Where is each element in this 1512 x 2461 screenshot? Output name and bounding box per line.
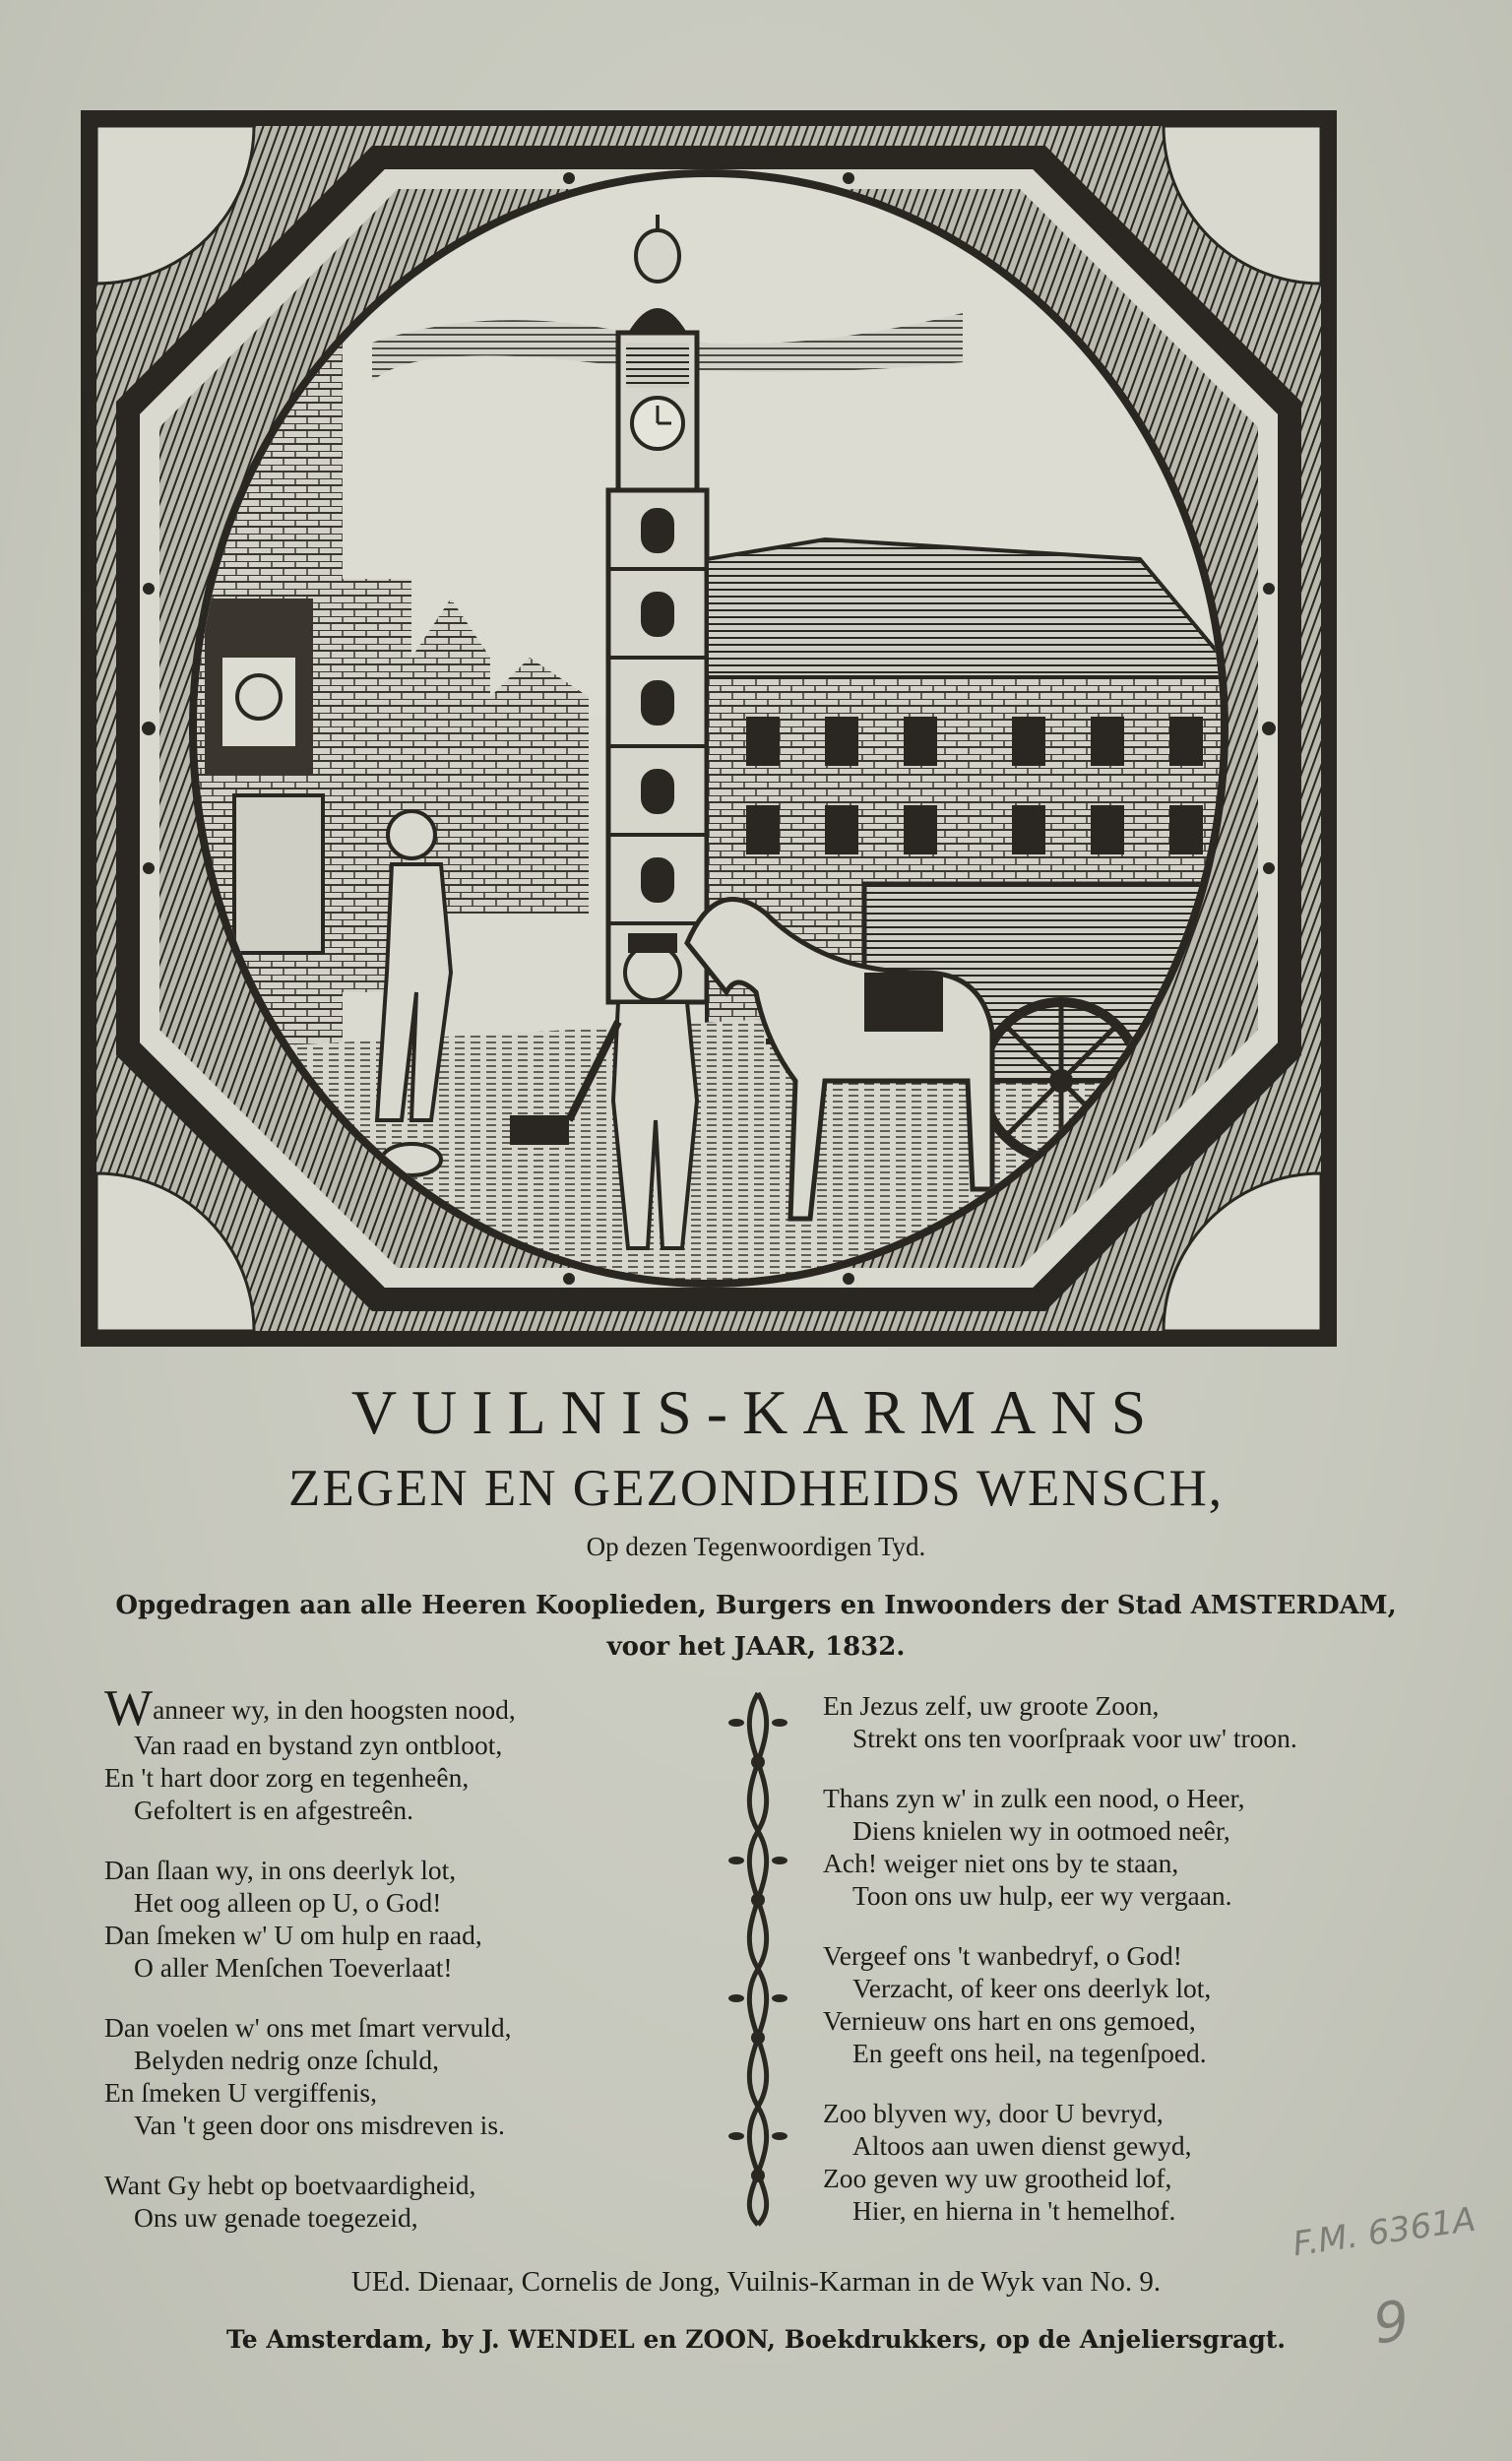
main-title: VUILNIS-KARMANS [350,1377,1162,1447]
poem-line: Zoo geven wy uw grootheid lof, [823,2163,1172,2193]
poem-column-left [104,1680,715,2261]
poem-line: En Jezus zelf, uw groote Zoon, [823,1690,1160,1721]
woodcut-illustration [77,106,1341,1351]
vine-ornament [719,1683,797,2235]
poem-line: Want Gy hebt op boetvaardigheid, [104,2170,476,2200]
poem-line: Toon ons uw hulp, eer wy vergaan. [852,1880,1232,1911]
poem-line: Belyden nedrig onze ſchuld, [134,2045,440,2075]
stanza [823,2097,1453,2227]
poem-line: Hier, en hierna in 't hemelhof. [852,2195,1176,2226]
poem-line: Wanneer wy, in den hoogsten nood, [104,1680,516,1736]
stanza [104,2169,715,2234]
poem-line: Thans zyn w' in zulk een nood, o Heer, [823,1783,1245,1813]
subtitle-line: Op dezen Tegenwoordigen Tyd. [586,1532,926,1561]
stanza [823,1689,1453,1754]
poem-line: O aller Menſchen Toeverlaat! [134,1952,453,1983]
poem-line: Van 't geen door ons misdreven is. [134,2110,505,2140]
poem-line: En 't hart door zorg en tegenheên, [104,1762,470,1793]
stanza [104,1854,715,1984]
poem-line: Ons uw genade toegezeid, [134,2202,418,2233]
poem-line: Het oog alleen op U, o God! [134,1887,442,1918]
dedication-line-2: voor het JAAR, 1832. [606,1632,906,1662]
poem-line: Diens knielen wy in ootmoed neêr, [852,1815,1230,1846]
stanza [104,1680,715,1826]
stanza [823,1939,1453,2069]
poem-line: Zoo blyven wy, door U bevryd, [823,2098,1164,2128]
poem-line: Gefoltert is en afgestreên. [134,1795,414,1825]
poem-line: Strekt ons ten voorſpraak voor uw' troon. [852,1723,1297,1753]
poem-line: Dan ſlaan wy, in ons deerlyk lot, [104,1855,457,1885]
drop-cap: W [104,1680,154,1736]
signature-line: UEd. Dienaar, Cornelis de Jong, Vuilnis-Karman in de Wyk van No. 9. [350,2266,1162,2298]
poem-line: Altoos aan uwen dienst gewyd, [852,2130,1192,2161]
pencil-annotation [1291,2198,1505,2366]
printer-imprint: Te Amsterdam, by J. WENDEL en ZOON, Boekdrukkers, op de Anjeliersgragt. [226,2325,1286,2354]
poem-column-right [823,1689,1453,2254]
poem-line: Verzacht, of keer ons deerlyk lot, [852,1973,1212,2003]
stanza [823,1782,1453,1912]
poem-line: En geeft ons heil, na tegenſpoed. [852,2038,1207,2068]
stanza [104,2011,715,2141]
pencil-mark: F.M. 6361A [1290,2199,1479,2265]
poem-line: En ſmeken U vergiffenis, [104,2077,377,2108]
poem-line: Ach! weiger niet ons by te staan, [823,1848,1179,1878]
pencil-number: 9 [1369,2289,1414,2358]
poem-line: Vergeef ons 't wanbedryf, o God! [823,1940,1182,1971]
poem-line: Van raad en bystand zyn ontbloot, [134,1730,503,1760]
sub-title: ZEGEN EN GEZONDHEIDS WENSCH, [287,1460,1225,1517]
poem-line: Vernieuw ons hart en ons gemoed, [823,2005,1196,2036]
dedication [0,1585,1512,1668]
poem-line: Dan ſmeken w' U om hulp en raad, [104,1920,482,1950]
dedication-line-1: Opgedragen aan alle Heeren Kooplieden, Burgers en Inwoonders der Stad AMSTERDAM, [115,1591,1397,1620]
poem-line: Dan voelen w' ons met ſmart vervuld, [104,2012,512,2043]
